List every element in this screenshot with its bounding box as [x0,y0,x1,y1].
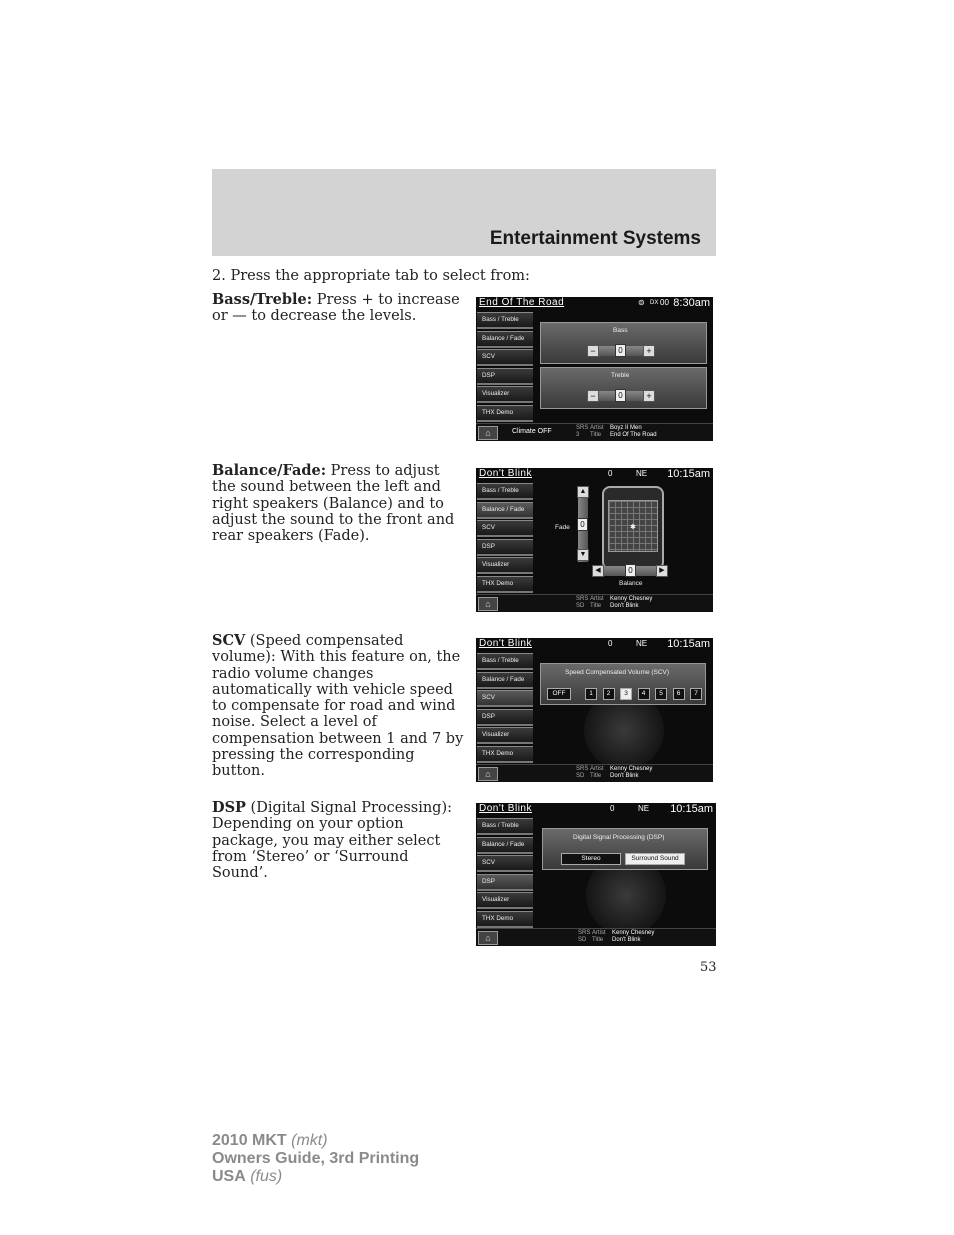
fade-down-button[interactable]: ▼ [577,549,589,561]
tab-thx-demo[interactable]: THX Demo [477,911,533,928]
track-title: Don't Blink [612,937,641,943]
footer-line-3 [212,1168,419,1186]
tab-thx-demo[interactable]: THX Demo [477,746,533,763]
tab-dsp[interactable]: DSP [477,874,533,891]
intro-text: 2. Press the appropriate tab to select from: [212,268,530,284]
track-info [610,766,652,780]
balance-value: 0 [625,564,636,577]
scv-level-7-button[interactable]: 7 [690,688,702,700]
scv-off-button[interactable]: OFF [547,688,571,700]
balance-fade-body: Press to adjust the sound between the left and right speakers (Balance) and to adjust the sound to the front and rear speakers (Fade). [212,463,455,545]
tab-bass-treble[interactable]: Bass / Treble [477,653,533,670]
source-indicator [576,766,588,780]
footer [212,1132,419,1186]
title-label: Title [590,432,602,438]
page-number: 53 [700,960,717,975]
scv-body: (Speed compensated volume): With this feature on, the radio volume changes automatically with vehicle speed to compensate for road and wind noise. Select a level of compensation between 1 and 7 by pressing the corresponding button. [212,633,464,780]
sound-screen-scv [476,638,713,782]
track-info [610,425,657,439]
footer-line-1 [212,1132,419,1150]
source-label: SRS [576,766,589,772]
surround-sound-button[interactable]: Surround Sound [625,853,685,865]
source-label: SRS [578,930,591,936]
scv-panel [540,663,706,705]
footer-model-code: (mkt) [286,1132,328,1149]
tab-scv[interactable]: SCV [477,690,533,707]
screen-title: End Of The Road [479,297,565,308]
bass-minus-button[interactable]: − [587,345,599,357]
dsp-panel [542,828,708,870]
fade-up-button[interactable]: ▲ [577,486,589,498]
source-label: SRS [576,425,589,431]
home-icon[interactable]: ⌂ [478,767,498,781]
source-number: SD [578,937,587,943]
track-info [612,930,654,944]
fade-label: Fade [555,524,570,531]
source-number: SD [576,603,585,609]
clock: 8:30am [673,297,710,309]
tab-visualizer[interactable]: Visualizer [477,892,533,909]
sound-screen-dsp [476,803,716,946]
footer-line-2: Owners Guide, 3rd Printing [212,1150,420,1167]
artist-label: Artist [592,930,606,936]
tab-bass-treble[interactable]: Bass / Treble [477,483,533,500]
vehicle-outline [602,486,664,570]
balance-right-button[interactable]: ▶ [656,565,668,577]
source-indicator [578,930,590,944]
screen-title: Don't Blink [479,638,532,649]
dsp-panel-title: Digital Signal Processing (DSP) [573,834,665,841]
home-icon[interactable]: ⌂ [478,931,498,945]
scv-level-1-button[interactable]: 1 [585,688,597,700]
tab-dsp[interactable]: DSP [477,368,533,385]
tab-dsp[interactable]: DSP [477,539,533,556]
treble-label: Treble [611,372,630,379]
track-labels [590,766,604,780]
artist-label: Artist [590,425,604,431]
bass-label: Bass [613,327,628,334]
tab-visualizer[interactable]: Visualizer [477,386,533,403]
track-title: Don't Blink [610,603,639,609]
home-icon[interactable]: ⌂ [478,426,498,440]
sound-tab-list [477,312,533,424]
screen-status-bar [476,297,713,311]
scv-level-6-button[interactable]: 6 [673,688,685,700]
bass-treble-body: Press + to increase or — to decrease the levels. [212,292,460,325]
dsp-body: (Digital Signal Processing): Depending on your option package, you may either select from ‘Stereo’ or ‘Surround Sound’. [212,800,453,882]
balance-left-button[interactable]: ◀ [592,565,604,577]
tab-balance-fade[interactable]: Balance / Fade [477,331,533,348]
tab-balance-fade[interactable]: Balance / Fade [477,502,533,519]
bass-treble-heading: Bass/Treble: [212,291,313,308]
tab-bass-treble[interactable]: Bass / Treble [477,312,533,329]
tab-thx-demo[interactable]: THX Demo [477,576,533,593]
treble-plus-button[interactable]: + [643,390,655,402]
tab-visualizer[interactable]: Visualizer [477,557,533,574]
bass-value: 0 [615,344,626,357]
clock: 10:15am [667,638,710,650]
fade-value: 0 [577,518,588,531]
screen-bottom-bar [476,764,713,782]
scv-description [212,633,467,780]
source-indicator [576,596,588,610]
track-title: Don't Blink [610,773,639,779]
track-title: End Of The Road [610,432,657,438]
screen-status-bar [476,638,713,652]
compass-heading: NE [636,639,648,648]
dsp-description [212,800,467,881]
footer-region-code: (fus) [245,1168,283,1185]
status-value: 0 [608,639,613,648]
scv-level-5-button[interactable]: 5 [655,688,667,700]
status-label: DX [650,300,659,306]
tab-dsp[interactable]: DSP [477,709,533,726]
artist-name: Kenny Chesney [610,596,653,602]
tab-visualizer[interactable]: Visualizer [477,727,533,744]
tab-scv[interactable]: SCV [477,855,533,872]
scv-level-4-button[interactable]: 4 [638,688,650,700]
title-label: Title [590,773,602,779]
screen-title: Don't Blink [479,803,532,814]
artist-label: Artist [590,766,604,772]
stereo-button[interactable]: Stereo [561,853,621,865]
balance-fade-description [212,463,467,544]
artist-label: Artist [590,596,604,602]
center-point-icon: ✱ [630,524,636,531]
dsp-heading: DSP [212,799,246,816]
tab-bass-treble[interactable]: Bass / Treble [477,818,533,835]
tab-balance-fade[interactable]: Balance / Fade [477,837,533,854]
status-value: 0 [610,804,615,813]
footer-model: 2010 MKT [212,1132,287,1149]
screen-status-bar [476,803,716,817]
track-labels [592,930,606,944]
footer-region: USA [212,1168,246,1185]
artist-name: Kenny Chesney [610,766,653,772]
title-label: Title [590,603,602,609]
source-number: SD [576,773,585,779]
tab-scv[interactable]: SCV [477,349,533,366]
track-labels [590,425,604,439]
bass-plus-button[interactable]: + [643,345,655,357]
status-value: 00 [660,298,669,307]
sound-tab-list [477,483,533,595]
artist-name: Kenny Chesney [612,930,655,936]
scv-level-2-button[interactable]: 2 [603,688,615,700]
tab-scv[interactable]: SCV [477,520,533,537]
screen-bottom-bar [476,423,713,441]
scv-level-3-button[interactable]: 3 [620,688,632,700]
treble-value: 0 [615,389,626,402]
screen-bottom-bar [476,594,713,612]
screen-bottom-bar [476,928,716,946]
status-icon: ⊜ [638,298,645,307]
clock: 10:15am [667,468,710,480]
treble-minus-button[interactable]: − [587,390,599,402]
status-value: 0 [608,469,613,478]
screen-status-bar [476,468,713,482]
track-labels [590,596,604,610]
title-label: Title [592,937,604,943]
section-header-band [212,169,716,256]
section-title: Entertainment Systems [489,228,701,249]
tab-balance-fade[interactable]: Balance / Fade [477,672,533,689]
sound-tab-list [477,818,533,930]
source-number: 3 [576,432,580,438]
screen-title: Don't Blink [479,468,532,479]
sound-tab-list [477,653,533,765]
tab-thx-demo[interactable]: THX Demo [477,405,533,422]
source-label: SRS [576,596,589,602]
scv-panel-title: Speed Compensated Volume (SCV) [565,669,670,676]
home-icon[interactable]: ⌂ [478,597,498,611]
balance-fade-heading: Balance/Fade: [212,462,327,479]
source-indicator [576,425,588,439]
compass-heading: NE [636,469,648,478]
track-info [610,596,652,610]
sound-screen-balance-fade [476,468,713,612]
bass-panel [540,322,707,364]
climate-status[interactable]: Climate OFF [512,428,552,435]
clock: 10:15am [670,803,713,815]
sound-screen-bass-treble [476,297,713,441]
balance-label: Balance [619,580,643,587]
artist-name: Boyz II Men [610,425,642,431]
treble-panel [540,367,707,409]
bass-treble-description [212,292,467,325]
scv-heading: SCV [212,632,246,649]
compass-heading: NE [638,804,650,813]
